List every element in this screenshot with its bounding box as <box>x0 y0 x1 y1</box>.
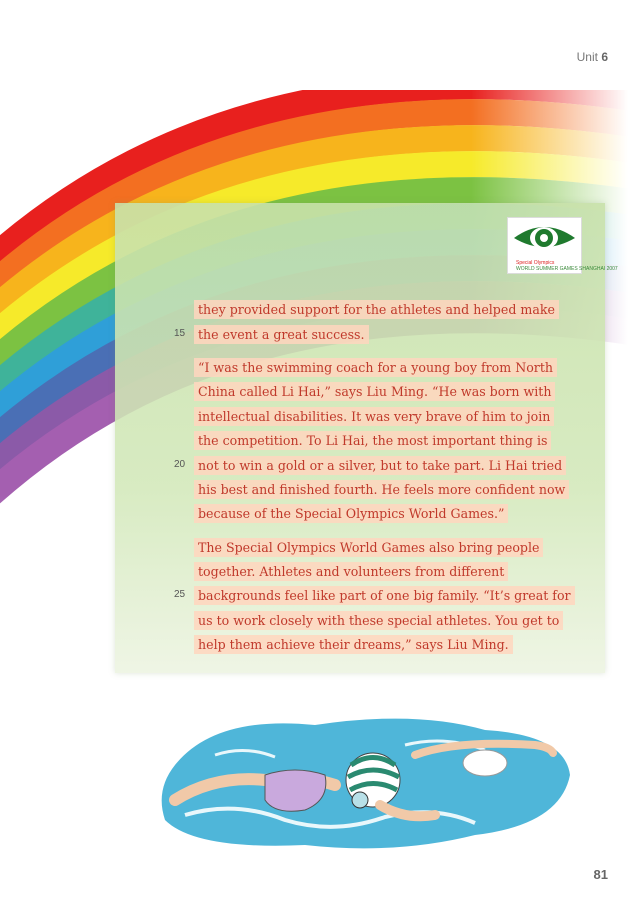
passage-line: the competition. To Li Hai, the most important thing is <box>194 431 551 450</box>
swimmers-illustration <box>155 705 575 855</box>
page-number: 81 <box>593 867 608 882</box>
logo-text <box>516 260 618 272</box>
passage-line: help them achieve their dreams,” says Liu Ming. <box>194 635 513 654</box>
line-number: 15 <box>174 328 186 339</box>
special-olympics-eye-icon <box>508 218 581 258</box>
unit-label-text: Unit <box>576 50 598 64</box>
logo-org-text: Special Olympics <box>516 260 555 266</box>
passage-line: China called Li Hai,” says Liu Ming. “He was born with <box>194 382 555 401</box>
passage-line: together. Athletes and volunteers from different <box>194 562 508 581</box>
logo-sub-text: WORLD SUMMER GAMES SHANGHAI 2007 <box>516 266 618 272</box>
special-olympics-logo <box>507 217 618 274</box>
passage-line: us to work closely with these special athletes. You get to <box>194 611 563 630</box>
passage-line: not to win a gold or a silver, but to take part. Li Hai tried <box>194 456 566 475</box>
passage-line: backgrounds feel like part of one big family. “It’s great for <box>194 586 575 605</box>
unit-label <box>577 50 608 64</box>
passage-line: they provided support for the athletes and helped make <box>194 300 559 319</box>
unit-number: 6 <box>601 50 608 64</box>
passage-line: The Special Olympics World Games also bring people <box>194 538 543 557</box>
passage-line: the event a great success. <box>194 325 369 344</box>
passage-line: his best and finished fourth. He feels more confident now <box>194 480 569 499</box>
line-number: 25 <box>174 589 186 600</box>
passage-line: “I was the swimming coach for a young boy from North <box>194 358 557 377</box>
passage-line: because of the Special Olympics World Games.” <box>194 504 508 523</box>
line-number: 20 <box>174 459 186 470</box>
passage-line: intellectual disabilities. It was very brave of him to join <box>194 407 554 426</box>
